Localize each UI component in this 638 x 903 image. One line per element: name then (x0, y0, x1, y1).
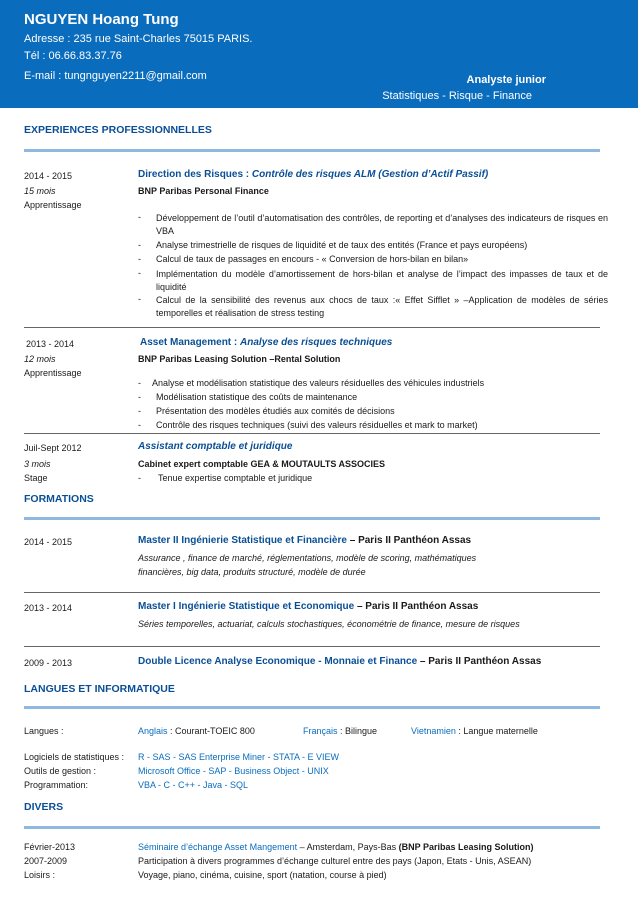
exp1-bullet: Développement de l’outil d’automatisation des contrôles, de reporting et d’analyses des indicateurs de risques en VBA (156, 213, 608, 236)
exp2-bullet: Analyse et modélisation statistique des valeurs résiduelles des véhicules industriels (152, 378, 485, 388)
form3-dates: 2009 - 2013 (24, 658, 73, 668)
phone: Tél : 06.66.83.37.76 (24, 50, 122, 62)
exp1-company: BNP Paribas Personal Finance (138, 186, 269, 196)
exp1-role: Contrôle des risques ALM (Gestion d’Actif Passif) (251, 169, 489, 180)
seminar-location: – Amsterdam, Pays-Bas (297, 842, 399, 852)
bullet-dash: - (138, 240, 141, 250)
language-level: : Bilingue (337, 726, 378, 736)
candidate-name: NGUYEN Hoang Tung (24, 11, 179, 28)
section-formations-title: FORMATIONS (24, 493, 94, 505)
cv-header (0, 0, 638, 108)
exp1-type: Apprentissage (24, 200, 82, 210)
bullet-dash: - (138, 212, 141, 222)
divers-item (138, 842, 534, 852)
language-level: : Courant-TOEIC 800 (167, 726, 255, 736)
divider (24, 327, 600, 328)
divers-date: Février-2013 (24, 842, 76, 852)
divers-item: Participation à divers programmes d’échange culturel entre des pays (Japon, Etats - Unis, ASEAN) (138, 856, 532, 866)
form2-desc: Séries temporelles, actuariat, calculs stochastiques, économétrie de finance, mesure de risques (138, 619, 520, 629)
section-divers-title: DIVERS (24, 801, 64, 813)
bullet-dash: - (138, 406, 141, 416)
divider (24, 433, 600, 434)
gestion-label: Outils de gestion : (24, 766, 97, 776)
programmation-list: VBA - C - C++ - Java - SQL (138, 780, 249, 790)
bullet-dash: - (138, 473, 141, 483)
language-english (138, 726, 255, 736)
form2-heading (138, 601, 478, 612)
language-french (303, 726, 377, 736)
exp2-bullet: Présentation des modèles étudiés aux comités de décisions (156, 406, 395, 416)
language-name: Vietnamien (411, 726, 456, 736)
language-name: Français (303, 726, 338, 736)
exp1-dates: 2014 - 2015 (24, 171, 73, 181)
exp1-bullet: Calcul de taux de passages en encours - « Conversion de hors-bilan en bilan» (156, 254, 469, 264)
section-rule (24, 826, 600, 829)
exp2-duration: 12 mois (24, 354, 56, 364)
divers-date: 2007-2009 (24, 856, 68, 866)
form1-school: – Paris II Panthéon Assas (346, 535, 472, 546)
gestion-list: Microsoft Office - SAP - Business Object - UNIX (138, 766, 329, 776)
bullet-dash: - (138, 378, 141, 388)
form1-title: Master II Ingénierie Statistique et Financière (138, 535, 347, 546)
form2-dates: 2013 - 2014 (24, 603, 73, 613)
logiciels-label: Logiciels de statistiques : (24, 752, 125, 762)
exp3-bullet: Tenue expertise comptable et juridique (158, 473, 313, 483)
exp2-role: Analyse des risques techniques (240, 337, 393, 348)
exp1-dept: Direction des Risques : (138, 169, 252, 180)
bullet-dash: - (138, 420, 141, 430)
form2-school: – Paris II Panthéon Assas (354, 601, 479, 612)
bullet-dash: - (138, 294, 141, 304)
address: Adresse : 235 rue Saint-Charles 75015 PARIS. (24, 33, 253, 45)
form1-desc: Assurance , finance de marché, réglementations, modèle de scoring, mathématiques (138, 553, 477, 563)
exp2-type: Apprentissage (24, 368, 82, 378)
form1-heading (138, 535, 471, 546)
exp2-company: BNP Paribas Leasing Solution –Rental Solution (138, 354, 341, 364)
exp1-duration: 15 mois (24, 186, 56, 196)
bullet-dash: - (138, 254, 141, 264)
langues-label: Langues : (24, 726, 64, 736)
language-name: Anglais (138, 726, 168, 736)
bullet-dash: - (138, 268, 141, 278)
exp3-dates: Juil-Sept 2012 (24, 443, 82, 453)
exp2-dept: Asset Management : (140, 337, 241, 348)
language-level: : Langue maternelle (455, 726, 538, 736)
loisirs-text: Voyage, piano, cinéma, cuisine, sport (natation, course à pied) (138, 870, 387, 880)
exp2-dates: 2013 - 2014 (26, 339, 75, 349)
email: E-mail : tungnguyen2211@gmail.com (24, 70, 207, 82)
section-rule (24, 706, 600, 709)
logiciels-list: R - SAS - SAS Enterprise Miner - STATA - E VIEW (138, 752, 340, 762)
section-langues-title: LANGUES ET INFORMATIQUE (24, 683, 175, 695)
form1-desc: financières, big data, produits structuré, modèle de durée (138, 567, 366, 577)
section-rule (24, 149, 600, 152)
exp1-bullet: Implémentation du modèle d’amortissement de hors-bilan et analyse de l’impact des impasses de taux et de liquidité (156, 269, 608, 292)
form1-dates: 2014 - 2015 (24, 537, 73, 547)
exp3-duration: 3 mois (24, 459, 51, 469)
seminar-company: (BNP Paribas Leasing Solution) (398, 842, 534, 852)
exp3-company: Cabinet expert comptable GEA & MOUTAULTS ASSOCIES (138, 459, 386, 469)
section-experience-title: EXPERIENCES PROFESSIONNELLES (24, 124, 212, 136)
exp2-bullet: Contrôle des risques techniques (suivi des valeurs résiduelles et mark to market) (156, 420, 478, 430)
exp3-type: Stage (24, 473, 48, 483)
form3-title: Double Licence Analyse Economique - Monnaie et Finance (138, 656, 418, 667)
exp3-title: Assistant comptable et juridique (138, 441, 293, 452)
language-vietnamese (411, 726, 538, 736)
form3-school: – Paris II Panthéon Assas (417, 656, 542, 667)
form2-title: Master I Ingénierie Statistique et Economique (138, 601, 355, 612)
loisirs-label: Loisirs : (24, 870, 56, 880)
form3-heading (138, 656, 541, 667)
seminar-link: Séminaire d’échange Asset Mangement (138, 842, 298, 852)
bullet-dash: - (138, 392, 141, 402)
programmation-label: Programmation: (24, 780, 89, 790)
exp1-bullet: Analyse trimestrielle de risques de liquidité et de taux des entités (France et pays européens) (156, 240, 528, 250)
exp1-title (138, 169, 488, 180)
exp1-bullet: Calcul de la sensibilité des revenus aux chocs de taux :« Effet Sifflet » –Application de modèles de séries temporelles et réalisation de stress testing (156, 295, 608, 318)
divider (24, 592, 600, 593)
divider (24, 646, 600, 647)
position-subtitle: Statistiques - Risque - Finance (382, 90, 532, 102)
exp2-title (140, 337, 392, 348)
position-title: Analyste junior (466, 74, 546, 86)
exp2-bullet: Modélisation statistique des coûts de maintenance (156, 392, 358, 402)
section-rule (24, 517, 600, 520)
